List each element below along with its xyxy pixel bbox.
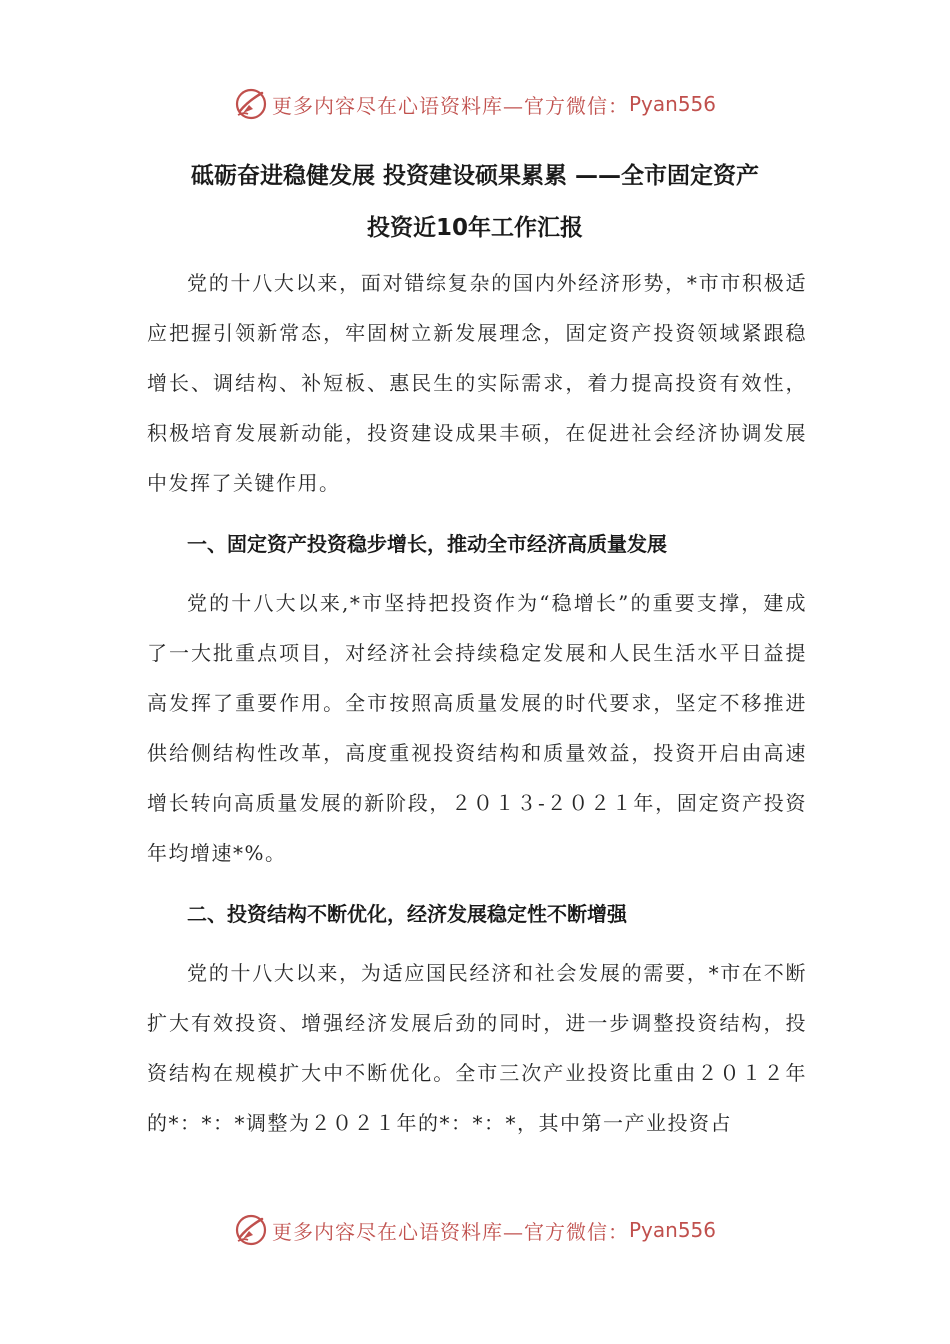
section-2-heading: 二、投资结构不断优化，经济发展稳定性不断增强: [187, 902, 627, 926]
watermark-wechat-id: Pyan556: [628, 1218, 716, 1242]
intro-paragraph: 党的十八大以来，面对错综复杂的国内外经济形势，*市市积极适应把握引领新常态，牢固树立新发展理念，固定资产投资领域紧跟稳增长、调结构、补短板、惠民生的实际需求，着力提高投资有效性，积极培育发展新动能，投资建设成果丰硕，在促进社会经济协调发展中发挥了关键作用。: [147, 271, 807, 495]
pen-logo-icon: [234, 87, 268, 121]
section-2-paragraph: 党的十八大以来，为适应国民经济和社会发展的需要，*市在不断扩大有效投资、增强经济发展后劲的同时，进一步调整投资结构，投资结构在规模扩大中不断优化。全市三次产业投资比重由２０１２年的*：*：*调整为２０２１年的*：*：*，其中第一产业投资占: [147, 961, 807, 1135]
title-line-2: 投资近10年工作汇报: [366, 215, 583, 241]
pen-logo-icon: [234, 1213, 268, 1247]
title-line-1: 砥砺奋进稳健发展 投资建设硕果累累 ——全市固定资产: [190, 163, 759, 189]
watermark-text: 更多内容尽在心语资料库—官方微信：: [271, 1219, 629, 1244]
watermark-wechat-id: Pyan556: [628, 92, 716, 116]
document-title: [120, 150, 830, 254]
document-body: [147, 258, 807, 1148]
section-1-heading: 一、固定资产投资稳步增长，推动全市经济高质量发展: [187, 532, 667, 556]
watermark-banner-top: [0, 84, 950, 124]
watermark-banner-bottom: [0, 1210, 950, 1250]
section-1-paragraph: 党的十八大以来,*市坚持把投资作为“稳增长”的重要支撑，建成了一大批重点项目，对经济社会持续稳定发展和人民生活水平日益提高发挥了重要作用。全市按照高质量发展的时代要求，坚定不移推进供给侧结构性改革，高度重视投资结构和质量效益，投资开启由高速增长转向高质量发展的新阶段，２０１３-２０２１年，固定资产投资年均增速*%。: [147, 591, 807, 865]
watermark-text: 更多内容尽在心语资料库—官方微信：: [271, 93, 629, 118]
